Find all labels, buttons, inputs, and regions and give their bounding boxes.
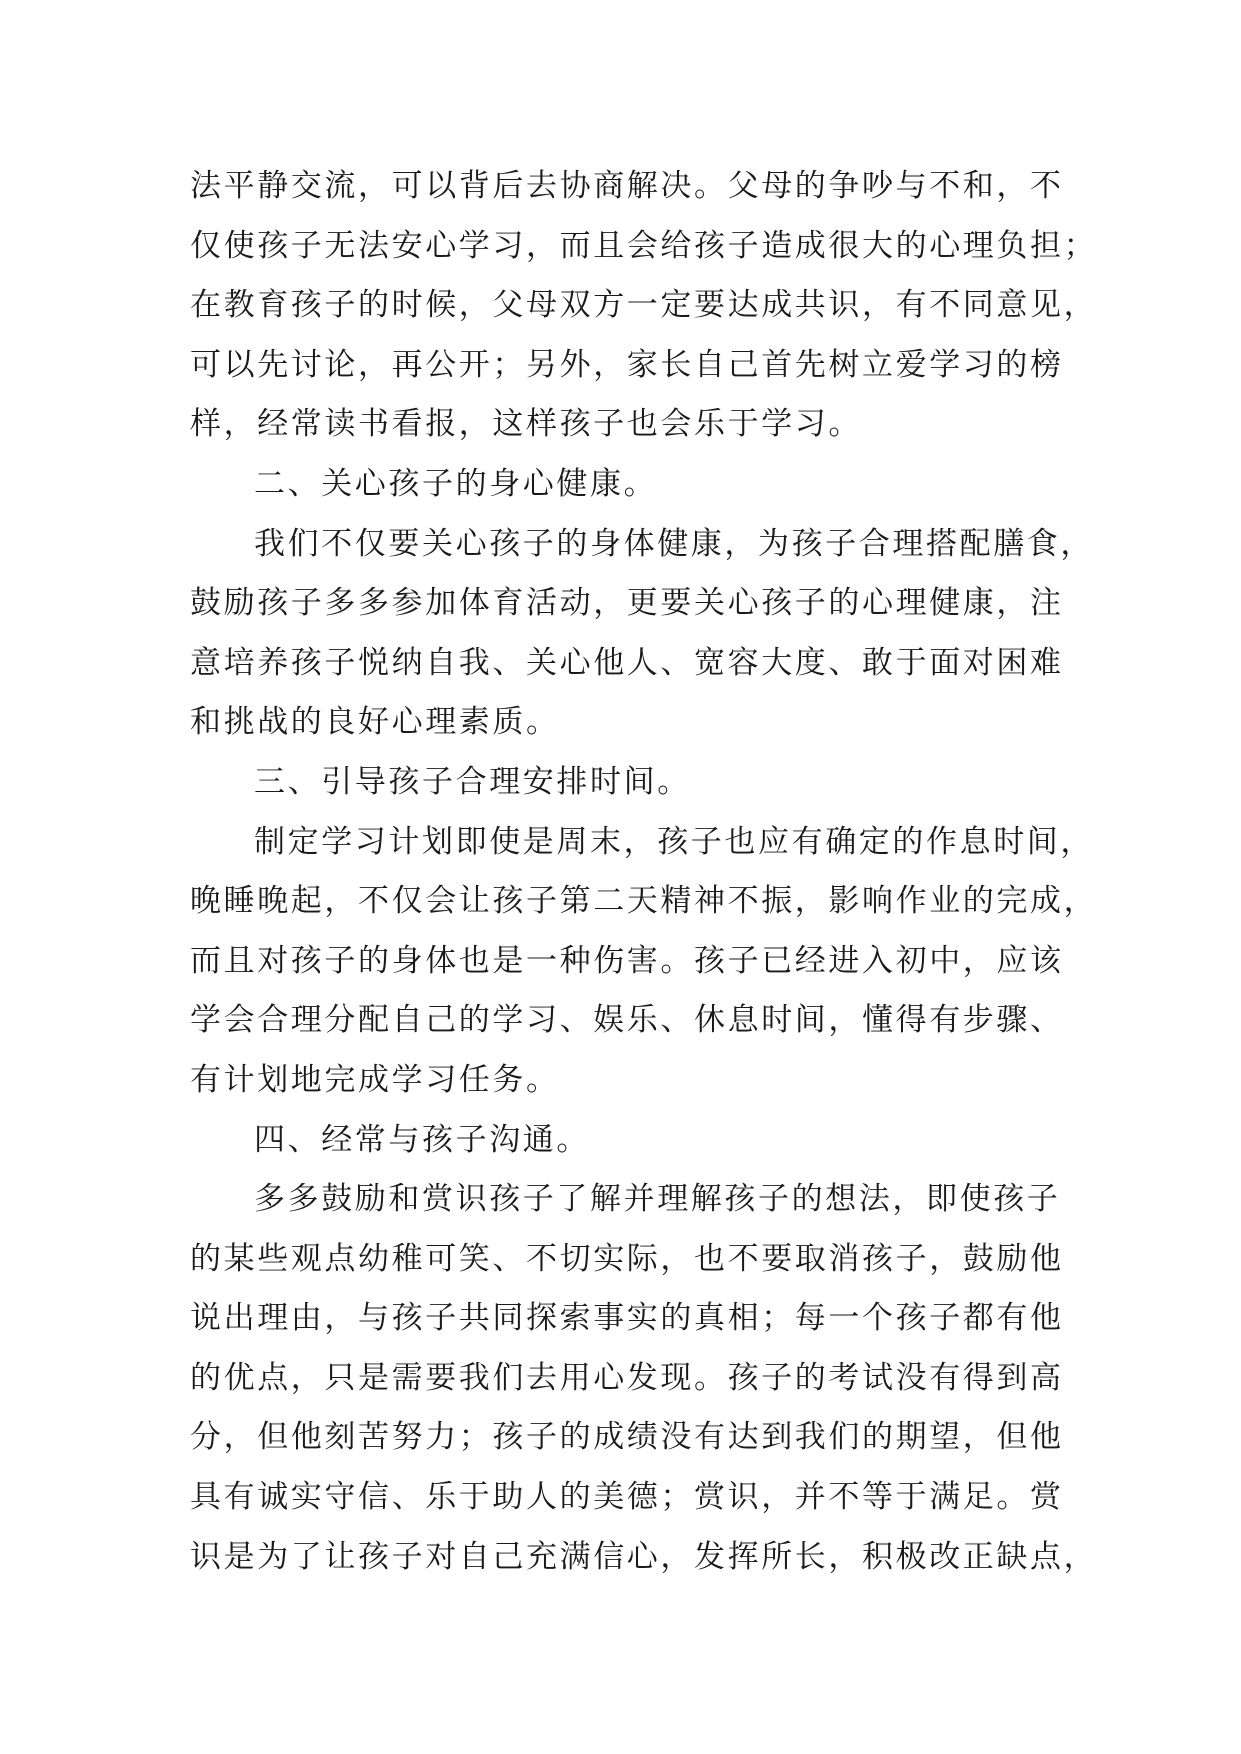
text-line: 有计划地完成学习任务。 xyxy=(190,1061,560,1098)
text-line: 仅使孩子无法安心学习，而且会给孩子造成很大的心理负担； xyxy=(190,227,1098,264)
text-line: 样，经常读书看报，这样孩子也会乐于学习。 xyxy=(190,406,862,443)
text-line: 和挑战的良好心理素质。 xyxy=(190,704,560,741)
text-line: 在教育孩子的时候，父母双方一定要达成共识，有不同意见， xyxy=(190,287,1098,324)
paragraph-first-line: 制定学习计划即使是周末，孩子也应有确定的作息时间， xyxy=(254,823,1094,860)
section-heading: 二、关心孩子的身心健康。 xyxy=(254,465,658,502)
text-line: 鼓励孩子多多参加体育活动，更要关心孩子的心理健康，注 xyxy=(190,585,1064,622)
text-line: 晚睡晚起，不仅会让孩子第二天精神不振，影响作业的完成， xyxy=(190,883,1098,920)
text-line: 识是为了让孩子对自己充满信心，发挥所长，积极改正缺点， xyxy=(190,1538,1098,1575)
text-line: 具有诚实守信、乐于助人的美德；赏识，并不等于满足。赏 xyxy=(190,1479,1064,1516)
text-line: 学会合理分配自己的学习、娱乐、休息时间，懂得有步骤、 xyxy=(190,1002,1064,1039)
text-line: 的优点，只是需要我们去用心发现。孩子的考试没有得到高 xyxy=(190,1359,1064,1396)
text-line: 的某些观点幼稚可笑、不切实际，也不要取消孩子，鼓励他 xyxy=(190,1240,1064,1277)
paragraph-first-line: 多多鼓励和赏识孩子了解并理解孩子的想法，即使孩子 xyxy=(254,1181,1061,1218)
section-heading: 四、经常与孩子沟通。 xyxy=(254,1121,590,1158)
text-line: 说出理由，与孩子共同探索事实的真相；每一个孩子都有他 xyxy=(190,1300,1064,1337)
text-line: 可以先讨论，再公开；另外，家长自己首先树立爱学习的榜 xyxy=(190,346,1064,383)
text-line: 意培养孩子悦纳自我、关心他人、宽容大度、敢于面对困难 xyxy=(190,644,1064,681)
section-heading: 三、引导孩子合理安排时间。 xyxy=(254,763,691,800)
text-line: 分，但他刻苦努力；孩子的成绩没有达到我们的期望，但他 xyxy=(190,1419,1064,1456)
document-body xyxy=(190,157,1098,1587)
text-line: 而且对孩子的身体也是一种伤害。孩子已经进入初中，应该 xyxy=(190,942,1064,979)
text-line: 法平静交流，可以背后去协商解决。父母的争吵与不和，不 xyxy=(190,168,1064,204)
paragraph-first-line: 我们不仅要关心孩子的身体健康，为孩子合理搭配膳食， xyxy=(254,525,1094,562)
